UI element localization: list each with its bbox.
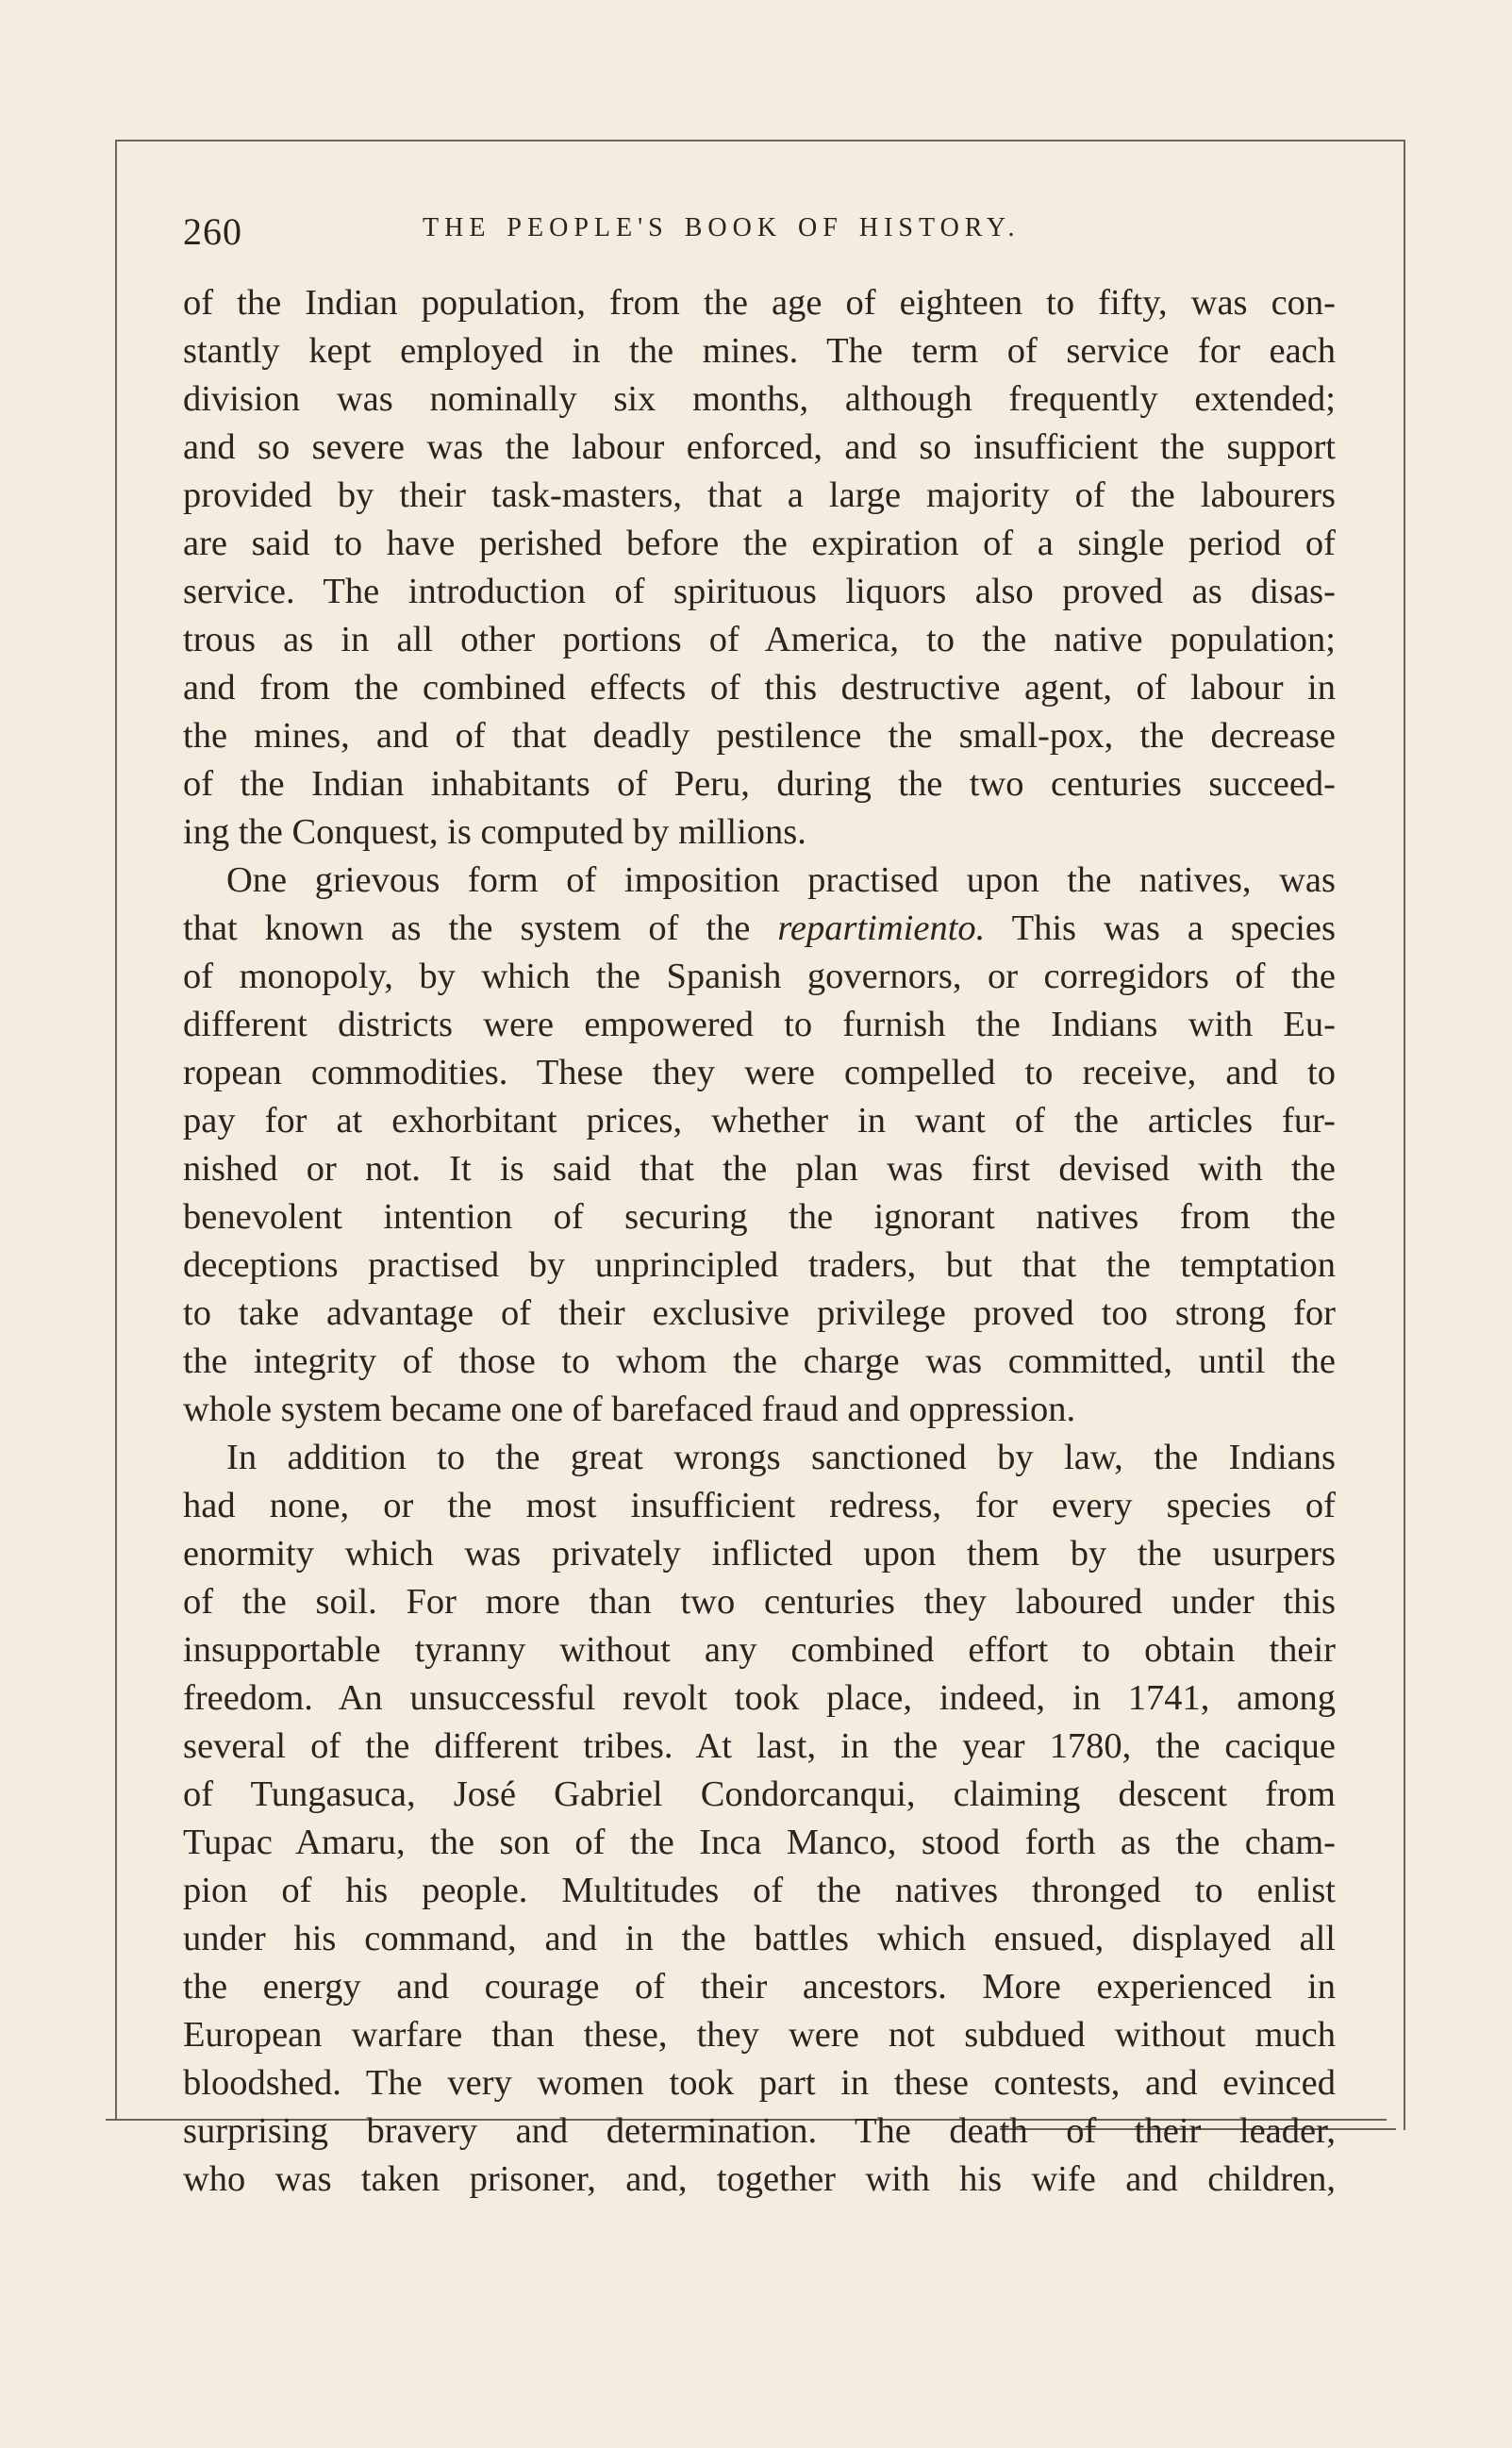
text-line: One grievous form of imposition practised upon the natives, was [226,860,1336,900]
page-frame-top-rule [115,140,1405,142]
text-line: pion of his people. Multitudes of the natives thronged to enlist [183,1871,1336,1910]
text-line: surprising bravery and determination. The death of their leader, [183,2111,1336,2151]
text-line: of the Indian inhabitants of Peru, during the two centuries succeed- [183,764,1336,804]
text-line: nished or not. It is said that the plan was first devised with the [183,1149,1336,1189]
running-head: THE PEOPLE'S BOOK OF HISTORY. [423,213,1021,242]
text-line: service. The introduction of spirituous liquors also proved as disas- [183,572,1336,611]
text-line: ropean commodities. These they were compelled to receive, and to [183,1053,1336,1092]
text-segment: that known as the system of the [183,908,751,948]
text-line: who was taken prisoner, and, together with his wife and children, [183,2159,1336,2199]
text-line: under his command, and in the battles which ensued, displayed all [183,1919,1336,1958]
text-line: whole system became one of barefaced fraud and oppression. [183,1390,1076,1429]
text-line: the energy and courage of their ancestors. More experienced in [183,1967,1336,2007]
text-line: different districts were empowered to furnish the Indians with Eu- [183,1005,1336,1044]
page-header [183,209,1336,266]
page-number: 260 [183,210,242,253]
text-line: trous as in all other portions of America, to the native population; [183,620,1336,659]
text-line: and from the combined effects of this destructive agent, of labour in [183,668,1336,708]
text-line: to take advantage of their exclusive privilege proved too strong for [183,1293,1336,1333]
text-line: provided by their task-masters, that a large majority of the labourers [183,475,1336,515]
text-line: of the Indian population, from the age of eighteen to fifty, was con- [183,283,1336,323]
text-line: are said to have perished before the expiration of a single period of [183,524,1336,563]
text-line-with-italic [183,905,1336,953]
text-line: benevolent intention of securing the ignorant natives from the [183,1197,1336,1237]
text-line: European warfare than these, they were not subdued without much [183,2015,1336,2055]
text-line: stantly kept employed in the mines. The term of service for each [183,331,1336,371]
text-line: of monopoly, by which the Spanish governors, or corregidors of the [183,957,1336,996]
text-line: the mines, and of that deadly pestilence the small-pox, the decrease [183,716,1336,756]
text-line: freedom. An unsuccessful revolt took place, indeed, in 1741, among [183,1678,1336,1718]
text-line: several of the different tribes. At last, in the year 1780, the cacique [183,1726,1336,1766]
text-line: of the soil. For more than two centuries they laboured under this [183,1582,1336,1622]
text-line: insupportable tyranny without any combined effort to obtain their [183,1630,1336,1670]
text-line: the integrity of those to whom the charge was committed, until the [183,1341,1336,1381]
page-frame-right-rule [1404,140,1405,2130]
text-line: bloodshed. The very women took part in these contests, and evinced [183,2063,1336,2103]
text-line: ing the Conquest, is computed by millions. [183,812,806,852]
text-line: deceptions practised by unprincipled traders, but that the temptation [183,1245,1336,1285]
text-line: In addition to the great wrongs sanctioned by law, the Indians [226,1438,1336,1477]
text-line: and so severe was the labour enforced, and so insufficient the support [183,427,1336,467]
page-frame-left-rule [115,140,117,2119]
text-line: division was nominally six months, although frequently extended; [183,379,1336,419]
text-line: enormity which was privately inflicted upon them by the usurpers [183,1534,1336,1574]
italic-term: repartimiento. [777,908,986,948]
text-line: Tupac Amaru, the son of the Inca Manco, stood forth as the cham- [183,1823,1336,1862]
text-line: had none, or the most insufficient redress, for every species of [183,1486,1336,1525]
text-line: pay for at exhorbitant prices, whether in want of the articles fur- [183,1101,1336,1141]
text-line: of Tungasuca, José Gabriel Condorcanqui, claiming descent from [183,1774,1336,1814]
text-segment: This was a species [1011,908,1336,948]
body-text [183,279,1336,2204]
